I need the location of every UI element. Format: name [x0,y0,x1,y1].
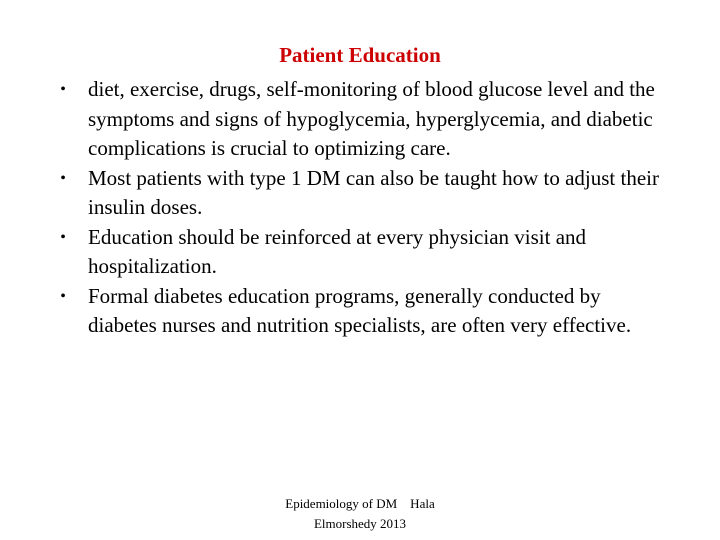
bullet-text: diet, exercise, drugs, self-monitoring of blood glucose level and the symptoms and signs of hypoglycemia, hyperglycemia, and diabetic complications is crucial to optimizing care. [88,77,655,160]
bullet-text: Most patients with type 1 DM can also be taught how to adjust their insulin doses. [88,165,659,219]
bullet-icon: • [60,228,66,246]
bullet-text: Formal diabetes education programs, generally conducted by diabetes nurses and nutrition specialists, are often very effective. [88,283,632,337]
bullet-list [56,75,666,341]
slide-footer [260,494,460,534]
footer-line-2: Elmorshedy 2013 [313,516,407,531]
bullet-icon: • [60,81,66,98]
bullet-item [56,223,666,282]
bullet-item [56,164,666,223]
bullet-icon: • [60,169,66,187]
bullet-text: Education should be reinforced at every physician visit and hospitalization. [88,224,587,278]
bullet-item [56,282,666,341]
bullet-icon: • [60,287,66,305]
footer-line-1: Epidemiology of DM Hala [285,496,435,511]
slide-title: Patient Education [279,43,441,67]
bullet-item [56,75,666,164]
